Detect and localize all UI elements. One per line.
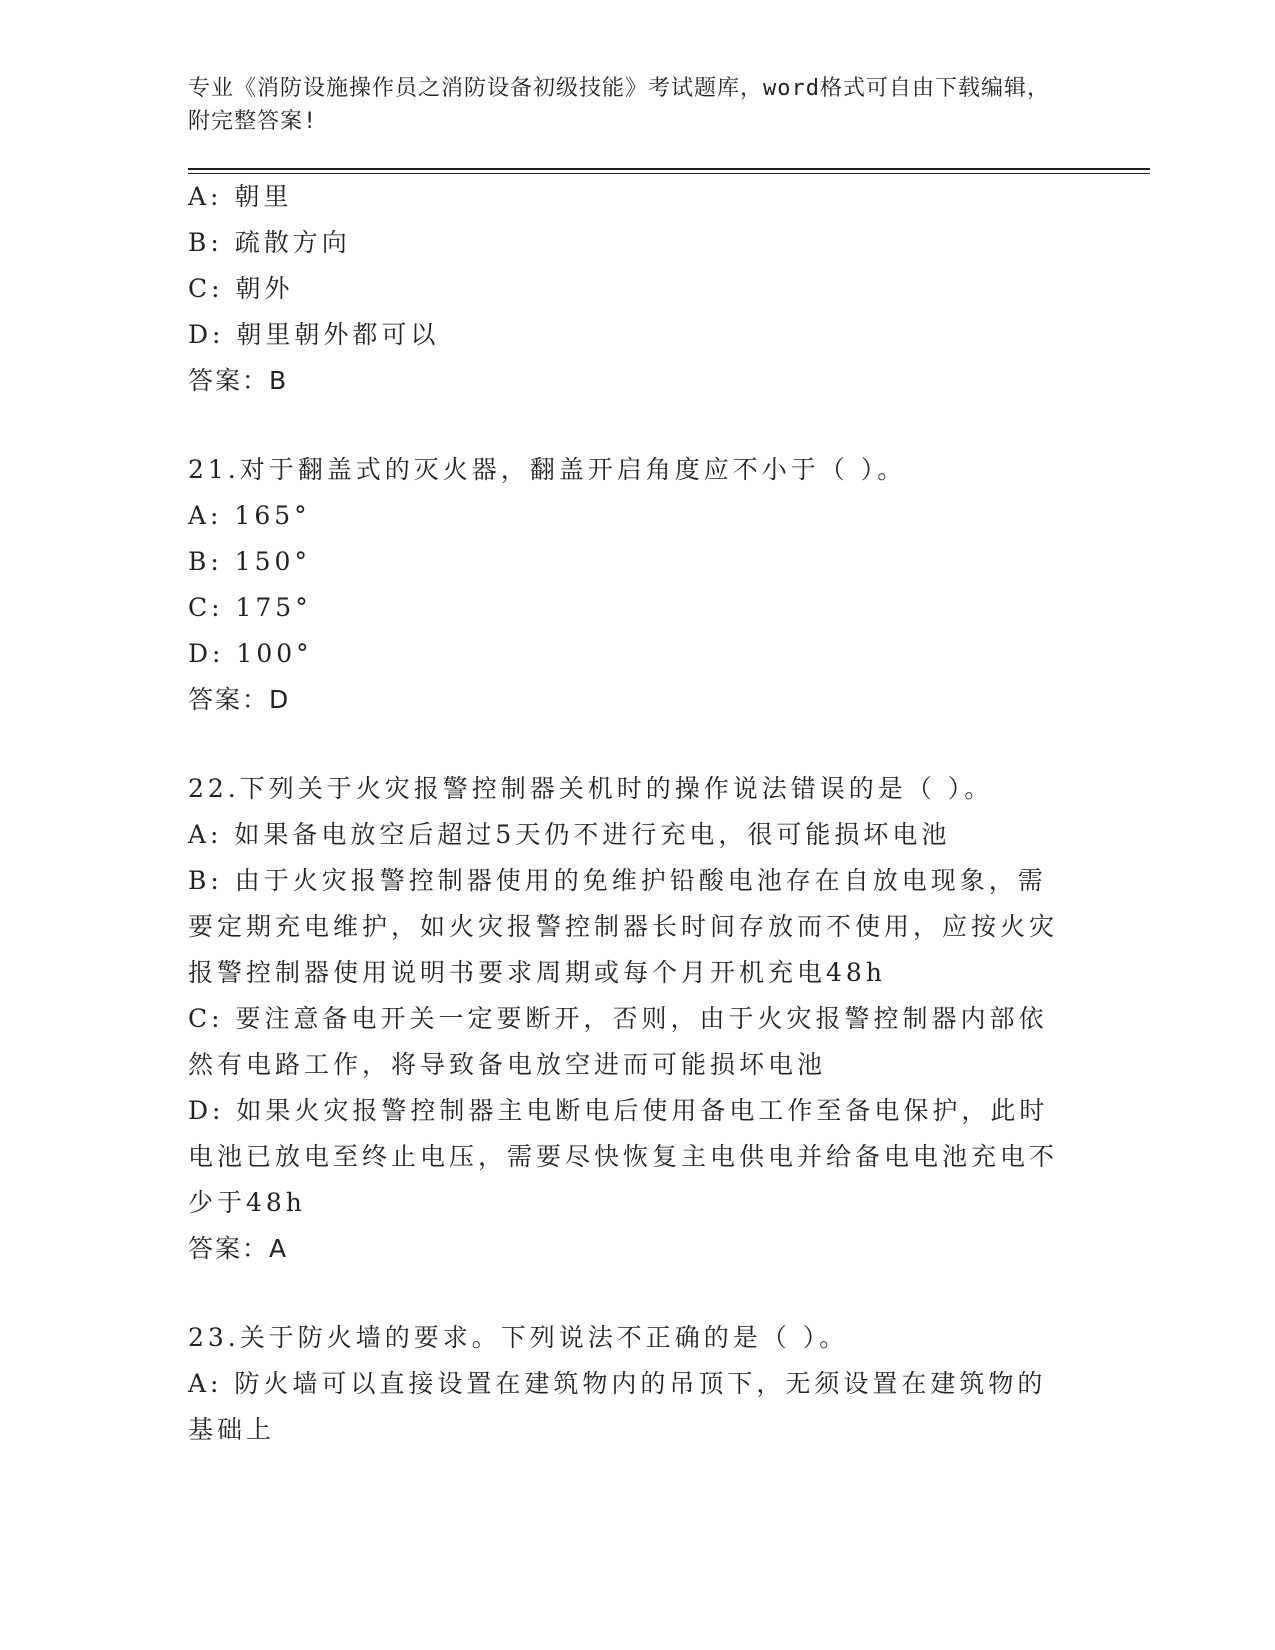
option-d: D: 如果火灾报警控制器主电断电后使用备电工作至备电保护，此时电池已放电至终止电压，需要尽快恢复主电供电并给备电电池充电不少于48h [188,1096,1059,1217]
question-21 [188,447,1068,723]
answer-line: 答案：D [188,685,291,714]
question-22 [188,766,1068,1272]
question-stem: 21.对于翻盖式的灭火器，翻盖开启角度应不小于（ ）。 [188,455,907,484]
question-20-continued [188,174,1068,404]
option-a: A: 165° [188,501,311,530]
option-a: A: 朝里 [188,182,293,211]
answer-line: 答案：A [188,1234,289,1263]
question-stem: 22.下列关于火灾报警控制器关机时的操作说法错误的是（ ）。 [188,774,994,803]
question-stem: 23.关于防火墙的要求。下列说法不正确的是（ ）。 [188,1323,849,1352]
option-a: A: 防火墙可以直接设置在建筑物内的吊顶下，无须设置在建筑物的基础上 [188,1369,1047,1444]
header-rule-thick [188,168,1150,170]
option-a: A: 如果备电放空后超过5天仍不进行充电，很可能损坏电池 [188,820,951,849]
option-d: D: 100° [188,639,313,668]
option-b: B: 150° [188,547,311,576]
option-b: B: 由于火灾报警控制器使用的免维护铅酸电池存在自放电现象，需要定期充电维护，如火灾报警控制器长时间存放而不使用，应按火灾报警控制器使用说明书要求周期或每个月开机充电48h [188,866,1059,987]
option-c: C: 要注意备电开关一定要断开，否则，由于火灾报警控制器内部依然有电路工作，将导致备电放空进而可能损坏电池 [188,1004,1048,1079]
option-c: C: 175° [188,593,312,622]
document-header: 专业《消防设施操作员之消防设备初级技能》考试题库，word格式可自由下载编辑，附完整答案! [188,76,1050,134]
document-page [188,72,1068,1453]
option-b: B: 疏散方向 [188,228,351,257]
question-23 [188,1315,1068,1453]
option-c: C: 朝外 [188,274,294,303]
answer-line: 答案：B [188,366,289,395]
question-list [188,174,1068,1453]
option-d: D: 朝里朝外都可以 [188,320,440,349]
